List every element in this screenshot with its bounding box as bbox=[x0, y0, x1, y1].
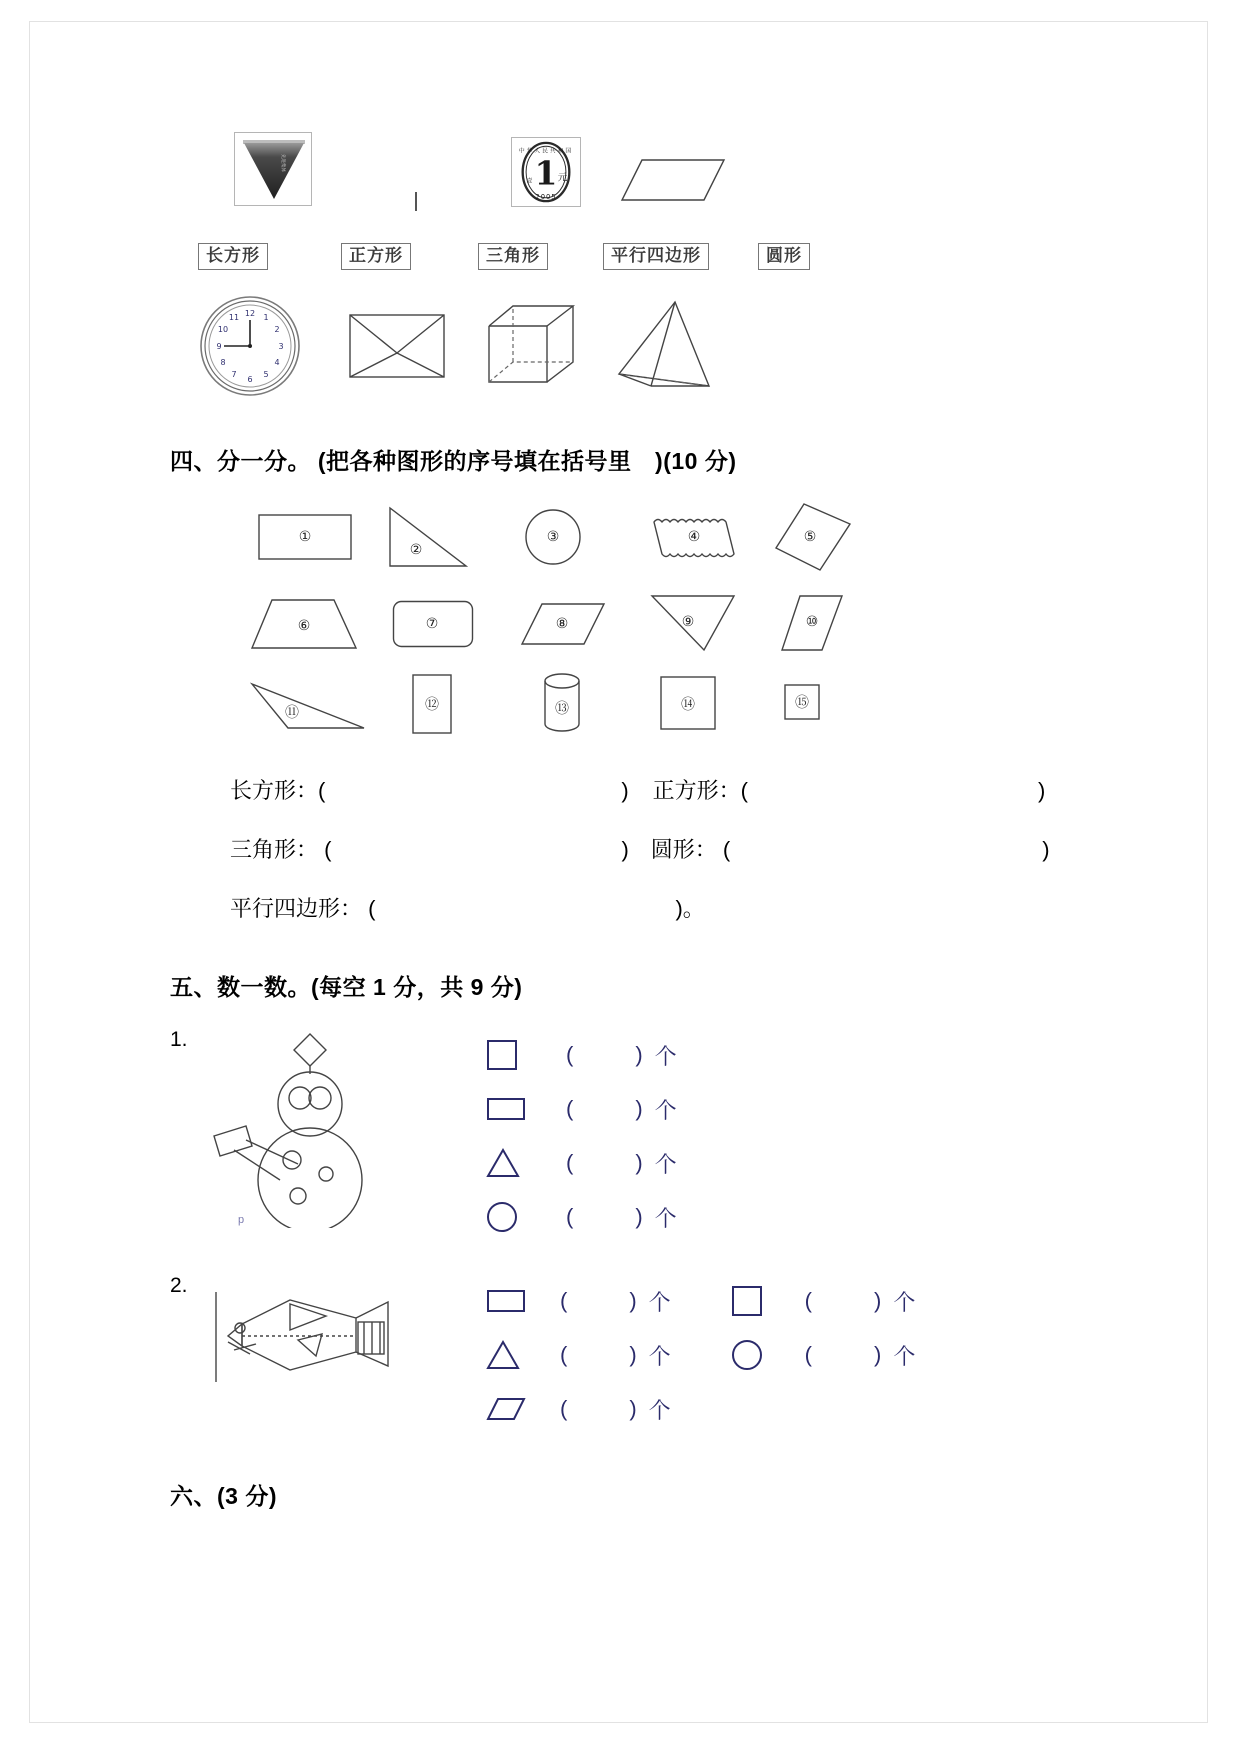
figure-label: ⑪ bbox=[285, 705, 299, 721]
one-yuan-coin-icon bbox=[511, 137, 581, 207]
answer-close-triangle: ) bbox=[621, 837, 629, 862]
figure-11-thin-triangle bbox=[250, 672, 380, 734]
count-unit: 个 bbox=[654, 1205, 677, 1231]
svg-text:12: 12 bbox=[244, 309, 256, 318]
question-2-count-list-left bbox=[486, 1274, 671, 1436]
figure-10-slanted-parallelogram bbox=[770, 590, 880, 654]
count-open-paren: ( bbox=[566, 1096, 574, 1121]
answer-close-rectangle: ) bbox=[621, 778, 629, 803]
example-shape-parallelogram bbox=[608, 154, 738, 211]
figure-4-wavy-rectangle bbox=[640, 502, 770, 572]
figure-label: ⑦ bbox=[425, 616, 439, 632]
question-2-number: 2. bbox=[170, 1274, 188, 1297]
answer-label-triangle: 三角形： ( bbox=[230, 837, 332, 862]
svg-text:1: 1 bbox=[534, 153, 557, 193]
figure-1-rectangle bbox=[250, 502, 380, 572]
count-unit: 个 bbox=[654, 1097, 677, 1123]
answer-label-square: 正方形：( bbox=[652, 778, 748, 803]
count-close-paren: ) bbox=[635, 1096, 643, 1121]
count-open-paren: ( bbox=[560, 1288, 568, 1313]
svg-text:3: 3 bbox=[278, 342, 284, 351]
svg-text:先进集体: 先进集体 bbox=[280, 154, 285, 172]
answer-label-parallelogram: 平行四边形： ( bbox=[230, 896, 376, 921]
figure-label: ⑧ bbox=[555, 616, 569, 632]
answer-line-3[interactable] bbox=[230, 892, 1070, 923]
label-chip-circle: 圆形 bbox=[758, 243, 810, 270]
svg-text:11: 11 bbox=[228, 313, 240, 322]
answer-label-circle: 圆形： ( bbox=[650, 837, 731, 862]
figure-14-square bbox=[640, 672, 770, 734]
svg-text:10: 10 bbox=[217, 325, 229, 334]
section-5-question-1 bbox=[170, 1028, 1070, 1244]
label-chip-parallelogram: 平行四边形 bbox=[603, 243, 709, 270]
count-row-triangle[interactable] bbox=[486, 1136, 677, 1190]
svg-text:2: 2 bbox=[274, 325, 280, 334]
square-outline-icon bbox=[415, 192, 417, 211]
circle-icon bbox=[486, 1201, 532, 1233]
square-icon bbox=[486, 1039, 532, 1071]
count-unit: 个 bbox=[893, 1289, 916, 1315]
svg-text:壹: 壹 bbox=[526, 178, 532, 185]
figure-2-right-triangle bbox=[380, 502, 510, 572]
count-unit: 个 bbox=[893, 1343, 916, 1369]
fish-kite-picture bbox=[206, 1274, 486, 1436]
figure-label: ④ bbox=[687, 529, 701, 545]
triangle-icon bbox=[486, 1340, 532, 1370]
label-chip-square: 正方形 bbox=[341, 243, 411, 270]
count-unit: 个 bbox=[648, 1397, 671, 1423]
count-close-paren: ) bbox=[635, 1204, 643, 1229]
figure-15-small-square bbox=[770, 672, 880, 734]
label-chip-triangle: 三角形 bbox=[478, 243, 548, 270]
count-row-rectangle[interactable] bbox=[486, 1082, 677, 1136]
count-row-square[interactable] bbox=[731, 1274, 916, 1328]
tetrahedron-3d-icon bbox=[613, 298, 717, 394]
section-5-question-2 bbox=[170, 1274, 1070, 1436]
answer-close-circle: ) bbox=[1042, 837, 1050, 862]
top-example-shapes-row2 bbox=[198, 294, 1070, 403]
figure-label: ③ bbox=[546, 529, 560, 545]
figure-13-cylinder bbox=[510, 672, 640, 734]
figure-7-rounded-rectangle bbox=[380, 590, 510, 654]
svg-text:2005: 2005 bbox=[534, 193, 557, 202]
shape-name-labels bbox=[198, 241, 1070, 266]
svg-text:6: 6 bbox=[247, 375, 253, 384]
example-shape-clock bbox=[198, 294, 348, 403]
figure-label: ⑬ bbox=[555, 701, 569, 717]
svg-text:元: 元 bbox=[557, 172, 567, 184]
count-close-paren: ) bbox=[874, 1342, 882, 1367]
count-row-circle[interactable] bbox=[731, 1328, 916, 1382]
circle-icon bbox=[731, 1339, 777, 1371]
count-row-rectangle[interactable] bbox=[486, 1274, 671, 1328]
rectangle-icon bbox=[486, 1097, 532, 1121]
answer-line-2[interactable] bbox=[230, 833, 1070, 864]
example-shape-square bbox=[348, 193, 483, 211]
worksheet-page bbox=[30, 22, 1207, 1722]
count-row-circle[interactable] bbox=[486, 1190, 677, 1244]
svg-text:1: 1 bbox=[263, 313, 269, 322]
svg-text:7: 7 bbox=[231, 370, 237, 379]
count-row-square[interactable] bbox=[486, 1028, 677, 1082]
example-shape-tetrahedron bbox=[613, 298, 717, 399]
answer-label-rectangle: 长方形：( bbox=[230, 778, 326, 803]
count-close-paren: ) bbox=[629, 1396, 637, 1421]
rectangle-icon bbox=[486, 1289, 532, 1313]
count-unit: 个 bbox=[648, 1343, 671, 1369]
figure-label: ⑭ bbox=[681, 697, 695, 713]
example-shape-coin bbox=[483, 137, 608, 211]
figure-label: ⑮ bbox=[795, 695, 809, 711]
svg-text:9: 9 bbox=[216, 342, 222, 351]
figure-label: ⑫ bbox=[425, 697, 439, 713]
snowman-drawing-icon bbox=[206, 1028, 406, 1228]
answer-close-parallelogram: )。 bbox=[675, 896, 705, 921]
count-open-paren: ( bbox=[560, 1342, 568, 1367]
count-open-paren: ( bbox=[566, 1204, 574, 1229]
section-4-heading: 四、分一分。 (把各种图形的序号填在括号里 )(10 分) bbox=[170, 448, 737, 474]
coin-graphic bbox=[512, 138, 580, 206]
figure-label: ⑩ bbox=[805, 614, 819, 630]
example-shape-pennant bbox=[198, 132, 348, 211]
figure-label: ① bbox=[298, 529, 312, 545]
figure-row-3 bbox=[250, 672, 1070, 734]
worksheet-content bbox=[170, 132, 1070, 1511]
figure-12-tall-rectangle bbox=[380, 672, 510, 734]
svg-text:中华人民共和国: 中华人民共和国 bbox=[518, 148, 573, 155]
count-open-paren: ( bbox=[566, 1042, 574, 1067]
count-open-paren: ( bbox=[566, 1150, 574, 1175]
count-close-paren: ) bbox=[635, 1042, 643, 1067]
answer-line-1[interactable] bbox=[230, 774, 1070, 805]
question-1-count-list bbox=[486, 1028, 677, 1244]
figure-9-inverted-trapezoid bbox=[640, 590, 770, 654]
fish-kite-drawing-icon bbox=[206, 1274, 406, 1394]
count-unit: 个 bbox=[654, 1043, 677, 1069]
envelope-rectangle-icon bbox=[348, 313, 446, 379]
figure-8-parallelogram bbox=[510, 590, 640, 654]
pennant-icon bbox=[234, 132, 312, 206]
watermark-label: p bbox=[238, 1214, 245, 1226]
section-5-heading: 五、数一数。(每空 1 分，共 9 分) bbox=[170, 974, 523, 1000]
figure-label: ⑤ bbox=[803, 529, 817, 545]
count-open-paren: ( bbox=[560, 1396, 568, 1421]
figure-label: ⑨ bbox=[681, 614, 695, 630]
pennant-triangle-icon bbox=[241, 137, 307, 203]
count-open-paren: ( bbox=[804, 1288, 812, 1313]
count-close-paren: ) bbox=[629, 1342, 637, 1367]
figure-5-tilted-square bbox=[770, 502, 890, 572]
count-open-paren: ( bbox=[804, 1342, 812, 1367]
svg-text:5: 5 bbox=[263, 370, 269, 379]
snowman-picture bbox=[206, 1028, 486, 1244]
question-2-count-list-right bbox=[731, 1274, 916, 1436]
section-6-heading: 六、(3 分) bbox=[170, 1483, 277, 1509]
count-unit: 个 bbox=[648, 1289, 671, 1315]
figure-3-circle bbox=[510, 502, 640, 572]
question-1-number: 1. bbox=[170, 1028, 188, 1051]
count-close-paren: ) bbox=[874, 1288, 882, 1313]
square-icon bbox=[731, 1285, 777, 1317]
count-row-parallelogram[interactable] bbox=[486, 1382, 671, 1436]
figure-6-trapezoid bbox=[250, 590, 380, 654]
count-row-triangle[interactable] bbox=[486, 1328, 671, 1382]
parallelogram-icon bbox=[486, 1397, 532, 1421]
clock-face-icon bbox=[198, 294, 302, 398]
answer-close-square: ) bbox=[1037, 778, 1046, 803]
svg-text:4: 4 bbox=[274, 358, 280, 367]
label-chip-rectangle: 长方形 bbox=[198, 243, 268, 270]
top-example-shapes bbox=[198, 132, 1070, 211]
svg-text:8: 8 bbox=[220, 358, 226, 367]
figure-row-2 bbox=[250, 590, 1070, 654]
example-shape-envelope bbox=[348, 313, 483, 384]
triangle-icon bbox=[486, 1148, 532, 1178]
cube-3d-icon bbox=[483, 300, 579, 392]
parallelogram-outline-icon bbox=[620, 154, 726, 206]
figure-row-1 bbox=[250, 502, 1070, 572]
count-close-paren: ) bbox=[635, 1150, 643, 1175]
figure-label: ⑥ bbox=[297, 618, 311, 634]
figure-label: ② bbox=[409, 542, 423, 558]
count-close-paren: ) bbox=[629, 1288, 637, 1313]
example-shape-cube bbox=[483, 300, 613, 397]
count-unit: 个 bbox=[654, 1151, 677, 1177]
